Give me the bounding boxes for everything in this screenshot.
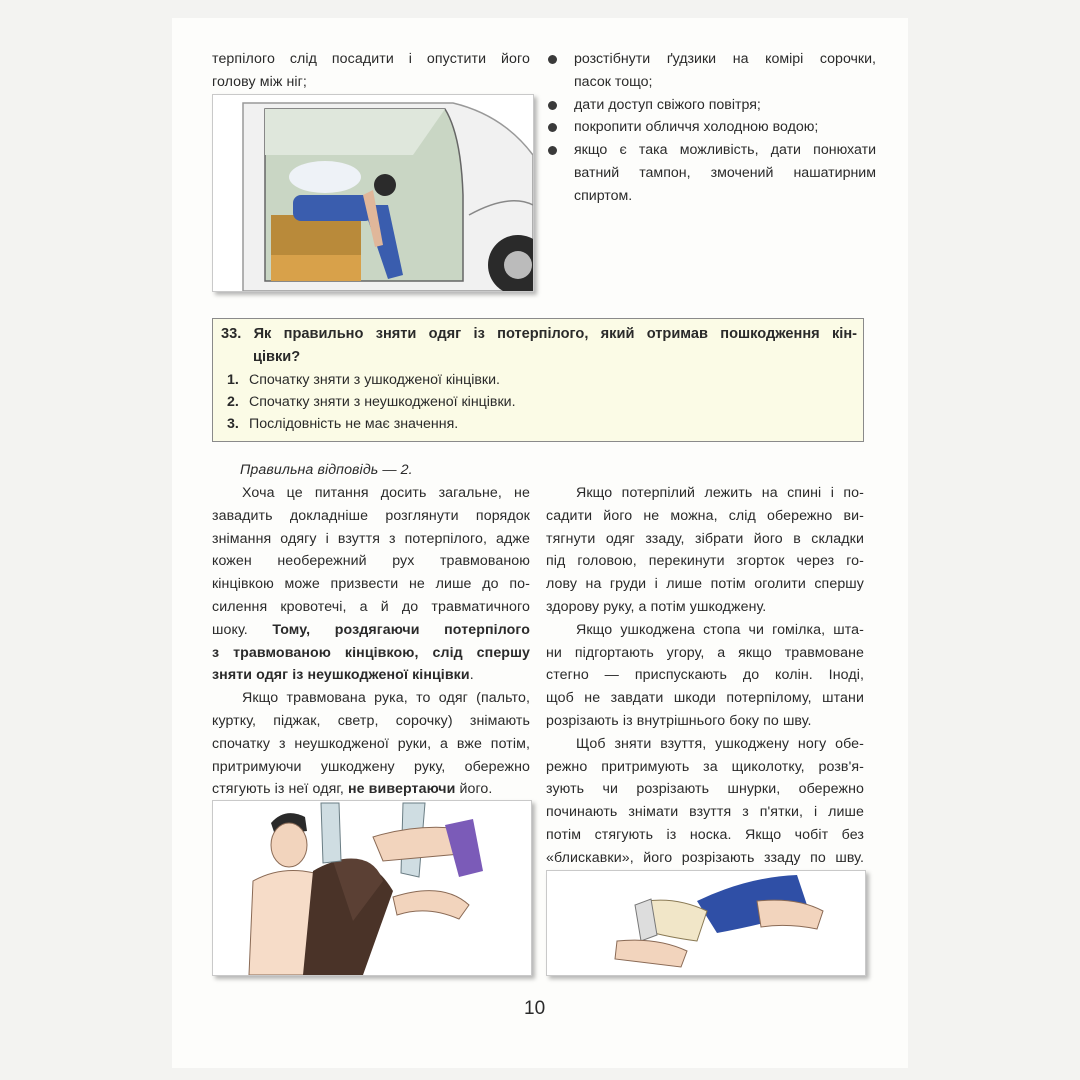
bullet-item: дати доступ свіжого повітря; <box>546 94 876 117</box>
question-box <box>212 318 864 442</box>
first-aid-bullet-list <box>546 48 876 208</box>
left-column-text: Хоча це питання досить загальне, не завадить докладніше розглянути порядок знімання одягу і взуття з потерпілого, адже кожен необережний рух травмованою кінцівкою може призвести не лише до по- силення кровотечі, а й до травматичного шоку. Тому, роздягаючи потерпілого з травмованою кінцівкою, слід спершу зняти одяг із неушкодженої кінцівки. Якщо травмована рука, то одяг (пальто, куртку, піджак, светр, сорочку) знімають спочатку з неушкодженої руки, а вже потім, притримуючи ушкоджену руку, обережно стягують із неї одяг, не вивертаючи його. <box>212 485 530 798</box>
answer-option-3: 3. Послідовність не має значення. <box>227 416 459 432</box>
answer-option-1: 1. Спочатку зняти з ушкодженої кінцівки. <box>227 372 500 388</box>
bullet-item: покропити обличчя холодною водою; <box>546 116 876 139</box>
right-column-text: Якщо потерпілий лежить на спині і по- садити його не можна, слід обережно ви- тягнути одяг ззаду, зібрати його в складки під головою, перекинути згорток через го- лову на груди і лише потім оголити спершу здорову руку, а потім ушкоджену. Якщо ушкоджена стопа чи гомілка, шта- ни підгортають угору, а якщо травмоване стегно — приспускають до колін. Іноді, щоб не завдати шкоди потерпілому, штани розрізають із внутрішнього боку по шву. Щоб зняти взуття, ушкоджену ногу обе- режно притримують за щиколотку, розв'я- зують чи розрізають шнурки, обережно починають знімати взуття з п'ятки, і лише потім стягують із носка. Якщо чобіт без «блискавки», його розрізають ззаду по шву. <box>546 485 864 866</box>
question-title: 33. Як правильно зняти одяг із потерпілого, який отримав пошкодження кін- цівки? <box>221 326 857 365</box>
illustration-removing-jacket <box>212 800 532 976</box>
intro-text: терпілого слід посадити і опустити його голову між ніг; <box>212 51 530 90</box>
bullet-item: якщо є така можливість, дати понюхати ватний тампон, змочений нашатирним спиртом. <box>546 139 876 207</box>
illustration-removing-shoe <box>546 870 866 976</box>
textbook-page <box>172 18 908 1068</box>
page-number: 10 <box>524 998 546 1019</box>
illustration-person-in-car <box>212 94 534 292</box>
answer-option-2: 2. Спочатку зняти з неушкодженої кінцівки. <box>227 394 516 410</box>
bullet-item: розстібнути ґудзики на комірі сорочки, пасок тощо; <box>546 48 876 94</box>
correct-answer: Правильна відповідь — 2. <box>240 462 413 478</box>
